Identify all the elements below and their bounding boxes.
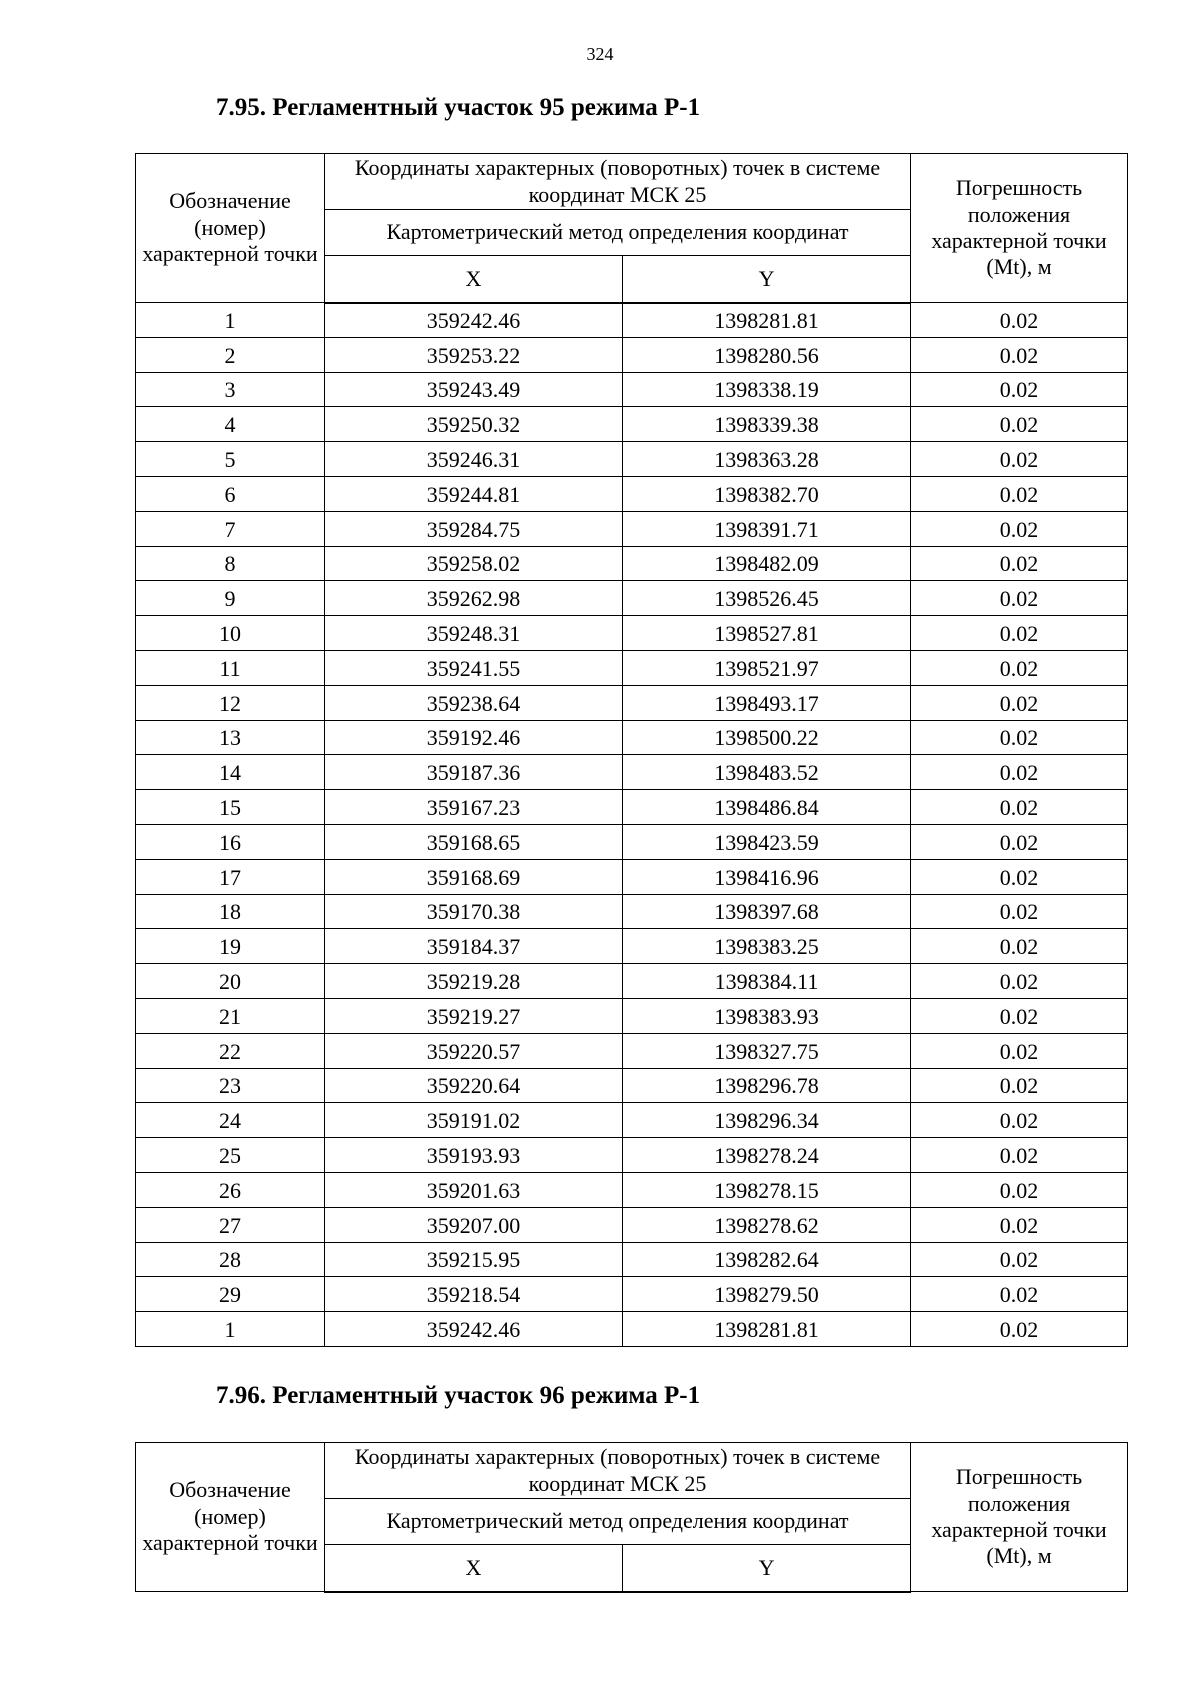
table-row: [136, 1242, 1128, 1277]
x-coordinate-cell: 359201.63: [325, 1172, 623, 1207]
x-coordinate-cell: 359258.02: [325, 546, 623, 581]
point-number-cell: 5: [136, 442, 325, 477]
coordinate-system-header: Координаты характерных (поворотных) точек в системе координат МСК 25: [325, 1443, 911, 1499]
x-coordinate-cell: 359207.00: [325, 1207, 623, 1242]
x-coordinate-cell: 359244.81: [325, 476, 623, 511]
error-cell: 0.02: [911, 755, 1128, 790]
table-row: [136, 790, 1128, 825]
error-cell: 0.02: [911, 650, 1128, 685]
y-coordinate-cell: 1398526.45: [623, 581, 911, 616]
x-coordinate-cell: 359246.31: [325, 442, 623, 477]
y-coordinate-cell: 1398278.62: [623, 1207, 911, 1242]
y-coordinate-cell: 1398391.71: [623, 511, 911, 546]
table-row: [136, 1068, 1128, 1103]
table-row: [136, 720, 1128, 755]
table-row: [136, 1172, 1128, 1207]
point-number-cell: 8: [136, 546, 325, 581]
table-row: [136, 337, 1128, 372]
error-cell: 0.02: [911, 616, 1128, 651]
x-coordinate-cell: 359253.22: [325, 337, 623, 372]
error-header: Погрешность положения характерной точки (Mt), м: [911, 1443, 1128, 1592]
error-cell: 0.02: [911, 929, 1128, 964]
point-number-cell: 12: [136, 685, 325, 720]
x-coordinate-cell: 359242.46: [325, 303, 623, 338]
table-row: [136, 650, 1128, 685]
y-coordinate-cell: 1398493.17: [623, 685, 911, 720]
x-coordinate-cell: 359284.75: [325, 511, 623, 546]
y-coordinate-cell: 1398521.97: [623, 650, 911, 685]
error-cell: 0.02: [911, 859, 1128, 894]
point-number-cell: 22: [136, 1033, 325, 1068]
table-row: [136, 859, 1128, 894]
point-number-cell: 20: [136, 964, 325, 999]
x-coordinate-cell: 359184.37: [325, 929, 623, 964]
point-number-header: Обозначение (номер) характерной точки: [136, 154, 325, 303]
y-coordinate-cell: 1398296.78: [623, 1068, 911, 1103]
point-number-cell: 2: [136, 337, 325, 372]
table-row: [136, 1033, 1128, 1068]
point-number-cell: 26: [136, 1172, 325, 1207]
y-coordinate-cell: 1398281.81: [623, 1312, 911, 1347]
point-number-cell: 18: [136, 894, 325, 929]
y-coordinate-cell: 1398527.81: [623, 616, 911, 651]
error-cell: 0.02: [911, 824, 1128, 859]
error-cell: 0.02: [911, 372, 1128, 407]
method-header: Картометрический метод определения координат: [325, 210, 911, 256]
x-coordinate-cell: 359170.38: [325, 894, 623, 929]
y-coordinate-cell: 1398296.34: [623, 1103, 911, 1138]
x-coordinate-cell: 359262.98: [325, 581, 623, 616]
y-coordinate-cell: 1398278.24: [623, 1138, 911, 1173]
error-cell: 0.02: [911, 1033, 1128, 1068]
error-cell: 0.02: [911, 790, 1128, 825]
coordinates-table-96: [135, 1442, 1128, 1593]
table-row: [136, 303, 1128, 338]
x-coordinate-cell: 359219.28: [325, 964, 623, 999]
point-number-cell: 29: [136, 1277, 325, 1312]
table-row: [136, 442, 1128, 477]
y-coordinate-cell: 1398384.11: [623, 964, 911, 999]
x-coordinate-cell: 359193.93: [325, 1138, 623, 1173]
table-row: [136, 476, 1128, 511]
x-coordinate-cell: 359192.46: [325, 720, 623, 755]
error-cell: 0.02: [911, 1138, 1128, 1173]
point-number-cell: 15: [136, 790, 325, 825]
x-coordinate-cell: 359167.23: [325, 790, 623, 825]
table-row: [136, 1207, 1128, 1242]
table-row: [136, 616, 1128, 651]
point-number-cell: 11: [136, 650, 325, 685]
y-coordinate-cell: 1398383.93: [623, 998, 911, 1033]
point-number-header: Обозначение (номер) характерной точки: [136, 1443, 325, 1592]
point-number-cell: 24: [136, 1103, 325, 1138]
y-coordinate-cell: 1398383.25: [623, 929, 911, 964]
y-coordinate-cell: 1398423.59: [623, 824, 911, 859]
section-title-96: 7.96. Регламентный участок 96 режима Р-1: [216, 1382, 701, 1409]
point-number-cell: 7: [136, 511, 325, 546]
x-coordinate-cell: 359168.69: [325, 859, 623, 894]
error-cell: 0.02: [911, 407, 1128, 442]
y-coordinate-cell: 1398281.81: [623, 303, 911, 338]
x-coordinate-cell: 359218.54: [325, 1277, 623, 1312]
error-cell: 0.02: [911, 1207, 1128, 1242]
y-coordinate-cell: 1398279.50: [623, 1277, 911, 1312]
error-cell: 0.02: [911, 546, 1128, 581]
point-number-cell: 23: [136, 1068, 325, 1103]
table-row: [136, 998, 1128, 1033]
x-header: X: [325, 256, 623, 303]
point-number-cell: 1: [136, 1312, 325, 1347]
y-coordinate-cell: 1398486.84: [623, 790, 911, 825]
table-row: [136, 1277, 1128, 1312]
error-cell: 0.02: [911, 442, 1128, 477]
y-coordinate-cell: 1398416.96: [623, 859, 911, 894]
x-coordinate-cell: 359241.55: [325, 650, 623, 685]
table-row: [136, 372, 1128, 407]
y-coordinate-cell: 1398483.52: [623, 755, 911, 790]
error-cell: 0.02: [911, 685, 1128, 720]
error-cell: 0.02: [911, 964, 1128, 999]
section-title-95: 7.95. Регламентный участок 95 режима Р-1: [216, 94, 701, 121]
error-cell: 0.02: [911, 581, 1128, 616]
x-coordinate-cell: 359220.57: [325, 1033, 623, 1068]
coordinate-system-header: Координаты характерных (поворотных) точек в системе координат МСК 25: [325, 154, 911, 210]
x-coordinate-cell: 359243.49: [325, 372, 623, 407]
error-cell: 0.02: [911, 1068, 1128, 1103]
x-coordinate-cell: 359215.95: [325, 1242, 623, 1277]
y-coordinate-cell: 1398280.56: [623, 337, 911, 372]
point-number-cell: 4: [136, 407, 325, 442]
y-header: Y: [623, 256, 911, 303]
y-coordinate-cell: 1398382.70: [623, 476, 911, 511]
table-row: [136, 964, 1128, 999]
table-row: [136, 824, 1128, 859]
point-number-cell: 14: [136, 755, 325, 790]
error-cell: 0.02: [911, 1172, 1128, 1207]
coordinates-table-95: [135, 153, 1128, 1347]
y-coordinate-cell: 1398282.64: [623, 1242, 911, 1277]
y-coordinate-cell: 1398363.28: [623, 442, 911, 477]
y-coordinate-cell: 1398397.68: [623, 894, 911, 929]
x-coordinate-cell: 359220.64: [325, 1068, 623, 1103]
error-cell: 0.02: [911, 894, 1128, 929]
error-cell: 0.02: [911, 303, 1128, 338]
x-coordinate-cell: 359219.27: [325, 998, 623, 1033]
table-row: [136, 581, 1128, 616]
table-row: [136, 511, 1128, 546]
y-header: Y: [623, 1545, 911, 1592]
point-number-cell: 21: [136, 998, 325, 1033]
y-coordinate-cell: 1398500.22: [623, 720, 911, 755]
table-row: [136, 894, 1128, 929]
error-cell: 0.02: [911, 511, 1128, 546]
error-cell: 0.02: [911, 476, 1128, 511]
point-number-cell: 13: [136, 720, 325, 755]
point-number-cell: 25: [136, 1138, 325, 1173]
error-cell: 0.02: [911, 1277, 1128, 1312]
error-cell: 0.02: [911, 720, 1128, 755]
x-coordinate-cell: 359248.31: [325, 616, 623, 651]
table-row: [136, 1103, 1128, 1138]
error-cell: 0.02: [911, 1103, 1128, 1138]
error-cell: 0.02: [911, 998, 1128, 1033]
point-number-cell: 9: [136, 581, 325, 616]
method-header: Картометрический метод определения координат: [325, 1499, 911, 1545]
x-coordinate-cell: 359242.46: [325, 1312, 623, 1347]
y-coordinate-cell: 1398482.09: [623, 546, 911, 581]
point-number-cell: 10: [136, 616, 325, 651]
page-number: 324: [586, 44, 614, 64]
table-row: [136, 1138, 1128, 1173]
y-coordinate-cell: 1398338.19: [623, 372, 911, 407]
x-coordinate-cell: 359187.36: [325, 755, 623, 790]
x-coordinate-cell: 359238.64: [325, 685, 623, 720]
error-cell: 0.02: [911, 1312, 1128, 1347]
x-header: X: [325, 1545, 623, 1592]
point-number-cell: 28: [136, 1242, 325, 1277]
x-coordinate-cell: 359168.65: [325, 824, 623, 859]
table-body: [136, 303, 1128, 1347]
point-number-cell: 17: [136, 859, 325, 894]
table-row: [136, 685, 1128, 720]
error-header: Погрешность положения характерной точки (Mt), м: [911, 154, 1128, 303]
point-number-cell: 6: [136, 476, 325, 511]
x-coordinate-cell: 359250.32: [325, 407, 623, 442]
y-coordinate-cell: 1398327.75: [623, 1033, 911, 1068]
y-coordinate-cell: 1398339.38: [623, 407, 911, 442]
x-coordinate-cell: 359191.02: [325, 1103, 623, 1138]
point-number-cell: 16: [136, 824, 325, 859]
point-number-cell: 1: [136, 303, 325, 338]
point-number-cell: 3: [136, 372, 325, 407]
y-coordinate-cell: 1398278.15: [623, 1172, 911, 1207]
point-number-cell: 27: [136, 1207, 325, 1242]
table-row: [136, 929, 1128, 964]
table-row: [136, 755, 1128, 790]
table-row: [136, 407, 1128, 442]
error-cell: 0.02: [911, 337, 1128, 372]
table-row: [136, 1312, 1128, 1347]
point-number-cell: 19: [136, 929, 325, 964]
error-cell: 0.02: [911, 1242, 1128, 1277]
table-row: [136, 546, 1128, 581]
